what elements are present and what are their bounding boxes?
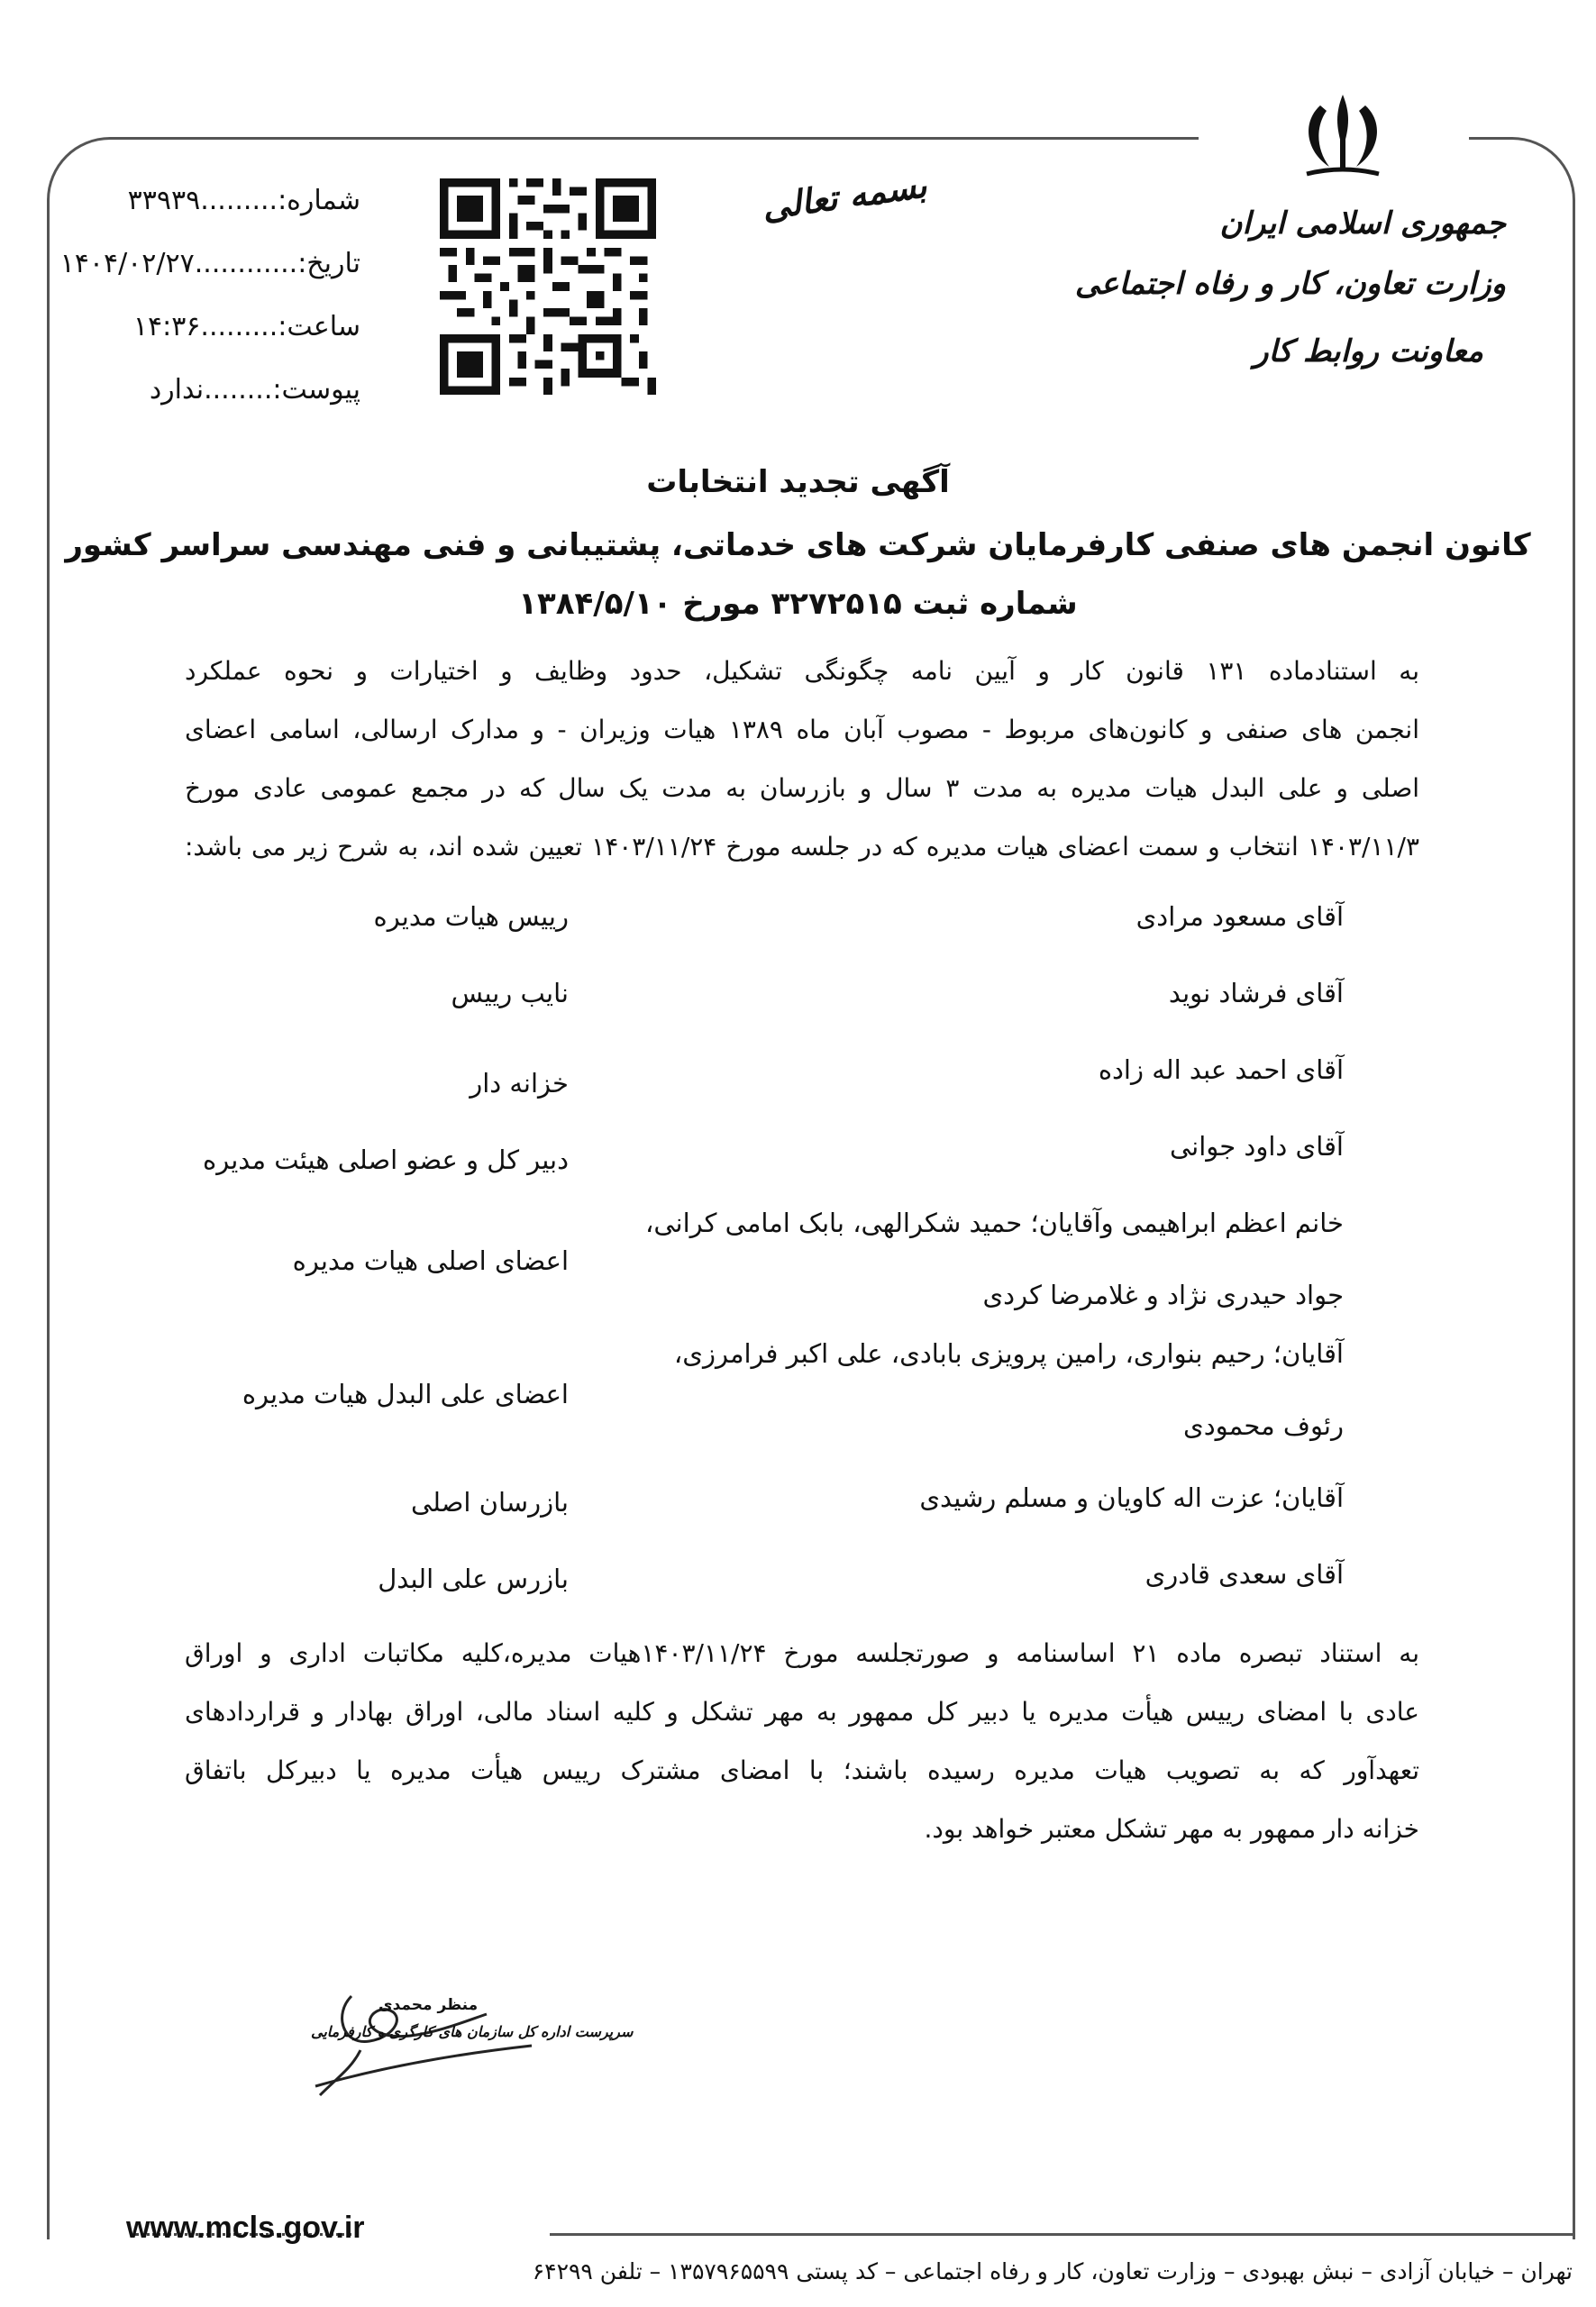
closing-line-4: خزانه دار ممهور به مهر تشکل معتبر خواهد بود. [924,1814,1419,1844]
member-name-6-line-2: رئوف محمودی [1183,1410,1344,1441]
member-name-8: آقای سعدی قادری [1145,1559,1344,1590]
attachment-value: ........ندارد [149,374,273,406]
closing-line-1: به استناد تبصره ماده ۲۱ اساسنامه و صورتجلسه مورخ ۱۴۰۳/۱۱/۲۴هیات مدیره،کلیه مکاتبات اداری و اوراق [185,1638,1420,1668]
member-name-5-line-2: جواد حیدری نژاد و غلامرضا کردی [982,1280,1344,1310]
notice-title: آگهی تجدید انتخابات [646,464,950,500]
emblem-line-3: معاونت روابط کار [1254,333,1483,369]
letter-number [90,185,360,216]
member-role-5: اعضای اصلی هیات مدیره [292,1245,569,1276]
signatory-name: منظر محمدی [378,1996,479,2014]
time-label: ساعت: [278,311,360,342]
emblem-line-1: جمهوری اسلامی ایران [1219,205,1506,242]
ministry-website-link[interactable]: www.mcls.gov.ir [126,2211,365,2245]
time-value: .........۱۴:۳۶ [132,311,278,342]
member-name-4: آقای داود جوانی [1170,1131,1344,1162]
closing-line-2: عادی با امضای رییس هیأت مدیره یا دبیر کل ممهور به مهر تشکل و کلیه اسناد مالی، اوراق بهادار و قراردادهای [185,1697,1419,1727]
member-name-2: آقای فرشاد نوید [1168,978,1344,1008]
date-value: ............۱۴۰۴/۰۲/۲۷ [59,248,298,279]
iran-emblem-icon [1289,86,1397,185]
member-name-6-line-1: آقایان؛ رحیم بنواری، رامین پرویزی بابادی، علی اکبر فرامرزی، [673,1338,1344,1369]
member-name-3: آقای احمد عبد اله زاده [1098,1054,1344,1085]
member-name-7: آقایان؛ عزت اله کاویان و مسلم رشیدی [919,1482,1344,1513]
member-role-3: خزانه دار [470,1068,569,1099]
besmeh-heading: بسمه تعالی [759,164,930,228]
closing-line-3: تعهدآور که به تصویب هیات مدیره رسیده باشند؛ با امضای مشترک رییس هیأت مدیره یا دبیرکل باتفاق [185,1755,1419,1785]
organization-title: کانون انجمن های صنفی کارفرمایان شرکت های خدماتی، پشتیبانی و فنی مهندسی سراسر کشور [65,527,1531,563]
member-role-4: دبیر کل و عضو اصلی هیئت مدیره [203,1144,569,1175]
member-name-1: آقای مسعود مرادی [1135,901,1344,932]
qr-code-icon [440,178,656,395]
attachment-label: پیوست: [272,374,360,406]
emblem-line-2: وزارت تعاون، کار و رفاه اجتماعی [1074,266,1506,302]
registration-title: شماره ثبت ۳۲۷۲۵۱۵ مورخ ۱۳۸۴/۵/۱۰ [518,586,1078,622]
intro-line-2: انجمن های صنفی و کانون‌های مربوط - مصوب آبان ماه ۱۳۸۹ هیات وزیران - و مدارک ارسالی، اسامی اعضای [185,715,1419,744]
footer-address: تهران – خیابان آزادی – نبش بهبودی – وزارت تعاون، کار و رفاه اجتماعی – کد پستی ۱۳۵۷۹۶۵۵۹۹ – تلفن ۶۴۲۹۹ [532,2258,1573,2284]
letter-attachment [90,374,360,406]
page-border [47,137,1575,2239]
signatory-title: سرپرست اداره کل سازمان های کارگری و کارفرمایی [311,2023,634,2040]
number-label: شماره: [278,185,360,216]
intro-line-3: اصلی و علی البدل هیات مدیره به مدت ۳ سال و بازرسان به مدت یک سال که در مجمع عمومی عادی مورخ [185,773,1419,803]
number-value: .........۳۳۹۳۹ [127,185,278,216]
member-role-7: بازرسان اصلی [410,1487,569,1518]
intro-line-4: ۱۴۰۳/۱۱/۳ انتخاب و سمت اعضای هیات مدیره که در جلسه مورخ ۱۴۰۳/۱۱/۲۴ تعیین شده اند، به شرح زیر می باشد: [185,832,1419,862]
intro-line-1: به استنادماده ۱۳۱ قانون کار و آیین نامه چگونگی تشکیل، حدود وظایف و اختیارات و نحوه عملکرد [185,656,1419,686]
footer-rule-right [550,2233,1573,2236]
member-role-6: اعضای علی البدل هیات مدیره [242,1379,569,1409]
member-name-5-line-1: خانم اعظم ابراهیمی وآقایان؛ حمید شکرالهی، بابک امامی کرانی، [645,1208,1344,1238]
date-label: تاریخ: [297,248,360,279]
member-role-8: بازرس علی البدل [378,1564,569,1594]
letter-time [90,311,360,342]
letter-date [59,248,360,279]
member-role-2: نایب رییس [451,978,569,1008]
member-role-1: رییس هیات مدیره [373,901,569,932]
